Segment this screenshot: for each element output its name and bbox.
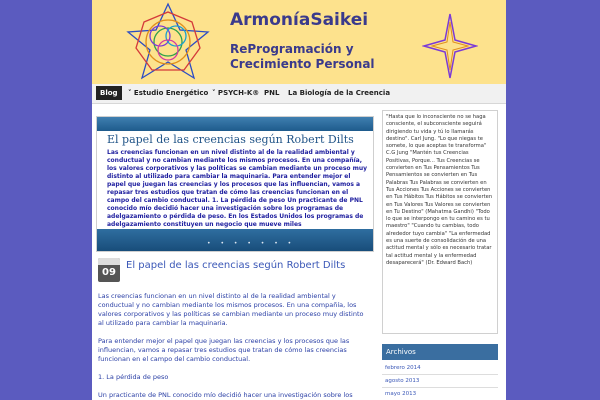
post-paragraph: Las creencias funcionan en un nivel distinto al de la realidad ambiental y conductual y no cambian mediante los mismos procesos. En una compañía, los valores corporativos y las políticas se cambian mediante un proceso muy distinto al utilizado para cambiar la maquinaria. (98, 292, 364, 327)
archive-link[interactable]: febrero 2014 (382, 362, 498, 375)
slider-top-bar (97, 117, 374, 131)
site-description: ReProgramación y Crecimiento Personal (230, 42, 375, 71)
post-paragraph: 1. La pérdida de peso (98, 373, 169, 381)
slider-pagination-dots[interactable]: • • • • • • • (207, 240, 296, 247)
nav-item-biologia-creencia[interactable]: La Biología de la Creencia (288, 89, 391, 97)
nav-item-psych-k[interactable]: ˅ PSYCH-K® (212, 89, 260, 97)
post-paragraph: Un practicante de PNL conocido mío decidió hacer una investigación sobre los (98, 391, 353, 399)
slider-title[interactable]: El papel de las creencias según Robert Dilts (107, 133, 354, 146)
sidebar (382, 110, 498, 400)
main-navigation (92, 84, 506, 104)
archive-list (382, 362, 498, 400)
site-header (92, 0, 506, 84)
calendar-icon (98, 258, 120, 265)
archive-link[interactable]: agosto 2013 (382, 375, 498, 388)
main-content (96, 110, 374, 400)
nav-item-pnl[interactable]: PNL (264, 89, 280, 97)
post-paragraph: Para entender mejor el papel que juegan las creencias y los procesos que las influencian, vamos a repasar tres estudios que tratan de cómo las creencias funcionan en el campo del cambio conductual. (98, 337, 350, 363)
slider-excerpt: Las creencias funcionan en un nivel distinto al de la realidad ambiental y conductual y no cambian mediante los mismos procesos. En una compañía, los valores corporativos y las políticas se cambian mediante un proceso muy distinto al utilizado para cambiar la maquinaria. Para entender mejor el papel que juegan las creencias y los procesos que las influencian, vamos a repasar tres estudios que tratan de cómo las creencias funcionan en el campo del cambio conductual. 1. La pérdida de peso Un practicante de PNL conocido mío decidió hacer una investigación sobre los programas de adelgazamiento o pérdida de peso. En los Estados Unidos los programas de adelgazamiento constituyen un negocio que mueve miles (107, 149, 368, 228)
quotes-widget: "Hasta que lo inconsciente no se haga consciente, el subconsciente seguirá dirigiendo tu vida y tú lo llamarás destino". Carl Jung. "Lo que niegas te somete, lo que aceptas te transforma" C.G Jung "Mantén tus Creencias Positivas, Porque... Tus Creencias se convierten en Tus Pensamientos Tus Pensamientos se convierten en Tus Palabras Tus Palabras se convierten en Tus Acciones Tus Acciones se convierten en Tus Hábitos Tus Hábitos se convierten en Tus Valores Tus Valores se convierten en Tu Destino" (Mahatma Gandhi) "Todo lo que se interpongo en tu camino es tu maestro" "Cuando tu cambias, todo alrededor tuyo cambia" "La enfermedad es una suerte de consolidación de una actitud mental y sólo es necesario tratar tal actitud mental y la enfermedad desaparecerá" (Dr. Edward Bach) (382, 110, 498, 334)
post-title[interactable]: El papel de las creencias según Robert Dilts (126, 260, 346, 271)
archive-widget-title: Archivos (382, 344, 498, 360)
date-badge (98, 258, 120, 282)
nav-item-estudio-energetico[interactable]: ˅ Estudio Energético (128, 89, 209, 97)
archive-link[interactable]: mayo 2013 (382, 388, 498, 400)
post-body (98, 292, 368, 400)
nav-item-blog[interactable]: Blog (96, 86, 122, 100)
flower-of-life-logo-icon (112, 2, 224, 82)
post-day: 09 (102, 267, 116, 278)
page (92, 0, 506, 400)
star-icon (422, 12, 478, 80)
site-title[interactable]: ArmoníaSaikei (230, 10, 369, 30)
featured-slider[interactable] (96, 116, 374, 252)
